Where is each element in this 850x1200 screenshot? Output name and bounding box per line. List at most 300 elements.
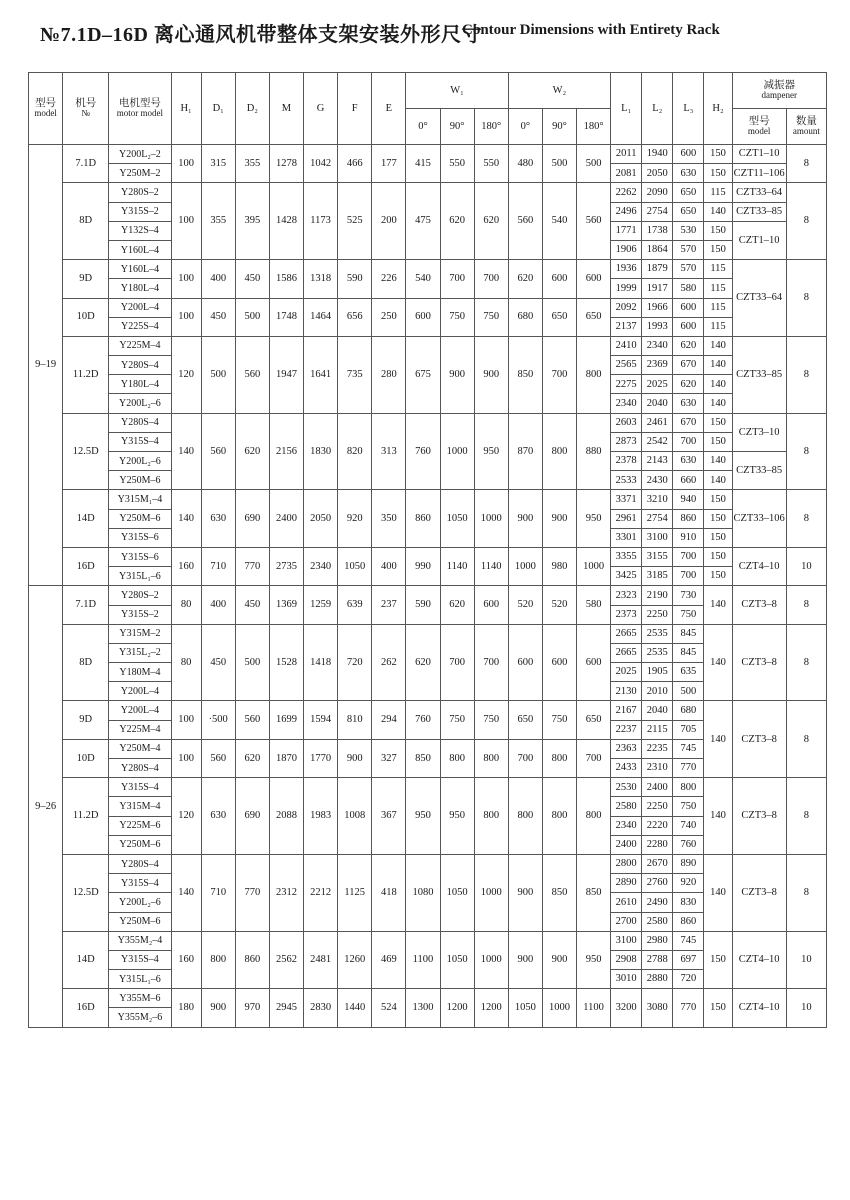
l2-cell: 2280 <box>642 835 673 854</box>
dampener-model-cell: CZT4–10 <box>732 547 786 585</box>
l3-cell: 630 <box>673 394 704 413</box>
l2-cell: 1905 <box>642 663 673 682</box>
l1-cell: 2011 <box>611 145 642 164</box>
l2-cell: 1993 <box>642 317 673 336</box>
dampener-amount-cell: 10 <box>786 989 826 1027</box>
w2-cell: 900 <box>542 490 576 548</box>
l1-cell: 2610 <box>611 893 642 912</box>
dim-d1-cell: 500 <box>201 336 235 413</box>
h2-cell: 115 <box>704 260 732 279</box>
w1-cell: 620 <box>440 183 474 260</box>
w1-angle-90: 90° <box>440 109 474 145</box>
dampener-amount-cell: 8 <box>786 413 826 490</box>
dim-g-cell: 1594 <box>304 701 338 739</box>
motor-model-cell: Y355M–6 <box>109 989 171 1008</box>
header-row-1 <box>29 73 827 109</box>
h2-cell: 150 <box>704 989 732 1027</box>
l2-cell: 2760 <box>642 874 673 893</box>
w2-cell: 500 <box>577 145 611 183</box>
model-cell: 9–26 <box>29 586 63 1027</box>
motor-model-cell: Y315S–6 <box>109 528 171 547</box>
motor-model-cell: Y200L₂–6 <box>109 394 171 413</box>
l2-cell: 2880 <box>642 970 673 989</box>
fan-no-cell: 12.5D <box>63 413 109 490</box>
l1-cell: 2496 <box>611 202 642 221</box>
dim-e-cell: 327 <box>372 739 406 777</box>
table-row <box>29 624 827 643</box>
w2-cell: 1000 <box>508 547 542 585</box>
w2-cell: 520 <box>542 586 576 624</box>
w2-cell: 800 <box>542 778 576 855</box>
l3-cell: 670 <box>673 356 704 375</box>
col-g-header: G <box>304 73 338 145</box>
dim-d2-cell: 450 <box>235 586 269 624</box>
dim-d2-cell: 770 <box>235 854 269 931</box>
dim-f-cell: 920 <box>338 490 372 548</box>
w2-cell: 750 <box>542 701 576 739</box>
w2-cell: 800 <box>542 413 576 490</box>
l3-cell: 600 <box>673 317 704 336</box>
col-h2-header: H₂ <box>704 73 732 145</box>
dim-d1-cell: 450 <box>201 298 235 336</box>
dim-d1-cell: 560 <box>201 413 235 490</box>
w2-cell: 870 <box>508 413 542 490</box>
h2-cell: 140 <box>704 586 732 624</box>
w1-cell: 950 <box>474 413 508 490</box>
dampener-model-cell: CZT33–64 <box>732 183 786 202</box>
l3-cell: 680 <box>673 701 704 720</box>
dim-h1-cell: 100 <box>171 739 201 777</box>
fan-no-cell: 10D <box>63 298 109 336</box>
dim-f-cell: 735 <box>338 336 372 413</box>
l1-cell: 2275 <box>611 375 642 394</box>
table-row <box>29 145 827 164</box>
l1-cell: 2961 <box>611 509 642 528</box>
dim-g-cell: 2830 <box>304 989 338 1027</box>
h2-cell: 140 <box>704 202 732 221</box>
dim-f-cell: 810 <box>338 701 372 739</box>
l1-cell: 1771 <box>611 221 642 240</box>
w2-cell: 800 <box>577 336 611 413</box>
dim-d1-cell: 400 <box>201 260 235 298</box>
dim-m-cell: 1528 <box>269 624 303 701</box>
col-w1-header: W₁ <box>406 73 508 109</box>
motor-model-cell: Y180M–4 <box>109 663 171 682</box>
motor-model-cell: Y250M–6 <box>109 835 171 854</box>
dampener-model-cell: CZT4–10 <box>732 931 786 989</box>
dim-m-cell: 2735 <box>269 547 303 585</box>
l3-cell: 500 <box>673 682 704 701</box>
l3-cell: 650 <box>673 202 704 221</box>
motor-model-cell: Y315M–4 <box>109 797 171 816</box>
w2-cell: 500 <box>542 145 576 183</box>
w1-cell: 1080 <box>406 854 440 931</box>
w1-cell: 540 <box>406 260 440 298</box>
col-no-header: 机号 № <box>63 73 109 145</box>
dim-e-cell: 200 <box>372 183 406 260</box>
l1-cell: 2092 <box>611 298 642 317</box>
l3-cell: 890 <box>673 854 704 873</box>
h2-cell: 140 <box>704 854 732 931</box>
w1-cell: 600 <box>474 586 508 624</box>
w1-cell: 550 <box>440 145 474 183</box>
motor-model-cell: Y280S–2 <box>109 183 171 202</box>
l3-cell: 600 <box>673 145 704 164</box>
motor-model-cell: Y132S–4 <box>109 221 171 240</box>
motor-model-cell: Y280S–2 <box>109 586 171 605</box>
h2-cell: 140 <box>704 701 732 778</box>
l1-cell: 3010 <box>611 970 642 989</box>
motor-model-cell: Y200L₂–6 <box>109 452 171 471</box>
l1-cell: 1999 <box>611 279 642 298</box>
l3-cell: 830 <box>673 893 704 912</box>
h2-cell: 115 <box>704 183 732 202</box>
l3-cell: 620 <box>673 375 704 394</box>
dampener-model-cell: CZT33–85 <box>732 202 786 221</box>
motor-model-cell: Y160L–4 <box>109 240 171 259</box>
w2-cell: 1050 <box>508 989 542 1027</box>
dim-e-cell: 367 <box>372 778 406 855</box>
dim-d2-cell: 560 <box>235 336 269 413</box>
dim-d2-cell: 500 <box>235 624 269 701</box>
l1-cell: 2665 <box>611 643 642 662</box>
l1-cell: 3100 <box>611 931 642 950</box>
w1-cell: 800 <box>474 739 508 777</box>
motor-model-cell: Y200L₂–6 <box>109 893 171 912</box>
dim-h1-cell: 140 <box>171 854 201 931</box>
dampener-model-cell: CZT3–8 <box>732 854 786 931</box>
dim-d2-cell: 690 <box>235 778 269 855</box>
w2-cell: 680 <box>508 298 542 336</box>
w1-cell: 1200 <box>474 989 508 1027</box>
motor-model-cell: Y200L–4 <box>109 298 171 317</box>
dim-d2-cell: 500 <box>235 298 269 336</box>
l3-cell: 620 <box>673 336 704 355</box>
dim-m-cell: 2088 <box>269 778 303 855</box>
w2-cell: 600 <box>508 624 542 701</box>
l2-cell: 3080 <box>642 989 673 1027</box>
l1-cell: 2363 <box>611 739 642 758</box>
w2-cell: 800 <box>542 739 576 777</box>
l3-cell: 670 <box>673 413 704 432</box>
dim-f-cell: 590 <box>338 260 372 298</box>
l2-cell: 2220 <box>642 816 673 835</box>
l1-cell: 2603 <box>611 413 642 432</box>
dampener-amount-cell: 8 <box>786 854 826 931</box>
col-m-header: M <box>269 73 303 145</box>
dim-d1-cell: 450 <box>201 624 235 701</box>
l1-cell: 2410 <box>611 336 642 355</box>
w1-cell: 620 <box>440 586 474 624</box>
w2-cell: 700 <box>508 739 542 777</box>
motor-model-cell: Y160L–4 <box>109 260 171 279</box>
w1-cell: 800 <box>474 778 508 855</box>
l2-cell: 2542 <box>642 432 673 451</box>
dim-h1-cell: 140 <box>171 413 201 490</box>
l2-cell: 2340 <box>642 336 673 355</box>
h2-cell: 150 <box>704 528 732 547</box>
w1-cell: 1200 <box>440 989 474 1027</box>
motor-model-cell: Y225M–4 <box>109 336 171 355</box>
motor-model-cell: Y315L₂–2 <box>109 643 171 662</box>
motor-model-cell: Y250M–6 <box>109 471 171 490</box>
dim-f-cell: 656 <box>338 298 372 336</box>
table-row <box>29 547 827 566</box>
dampener-amount-cell: 8 <box>786 778 826 855</box>
motor-model-cell: Y180L–4 <box>109 279 171 298</box>
dim-d2-cell: 620 <box>235 413 269 490</box>
dampener-model-cell: CZT4–10 <box>732 989 786 1027</box>
dampener-amount-cell: 8 <box>786 624 826 701</box>
dim-g-cell: 1770 <box>304 739 338 777</box>
dim-m-cell: 2312 <box>269 854 303 931</box>
table-row <box>29 336 827 355</box>
dampener-model-cell: CZT33–106 <box>732 490 786 548</box>
dim-g-cell: 1641 <box>304 336 338 413</box>
w2-cell: 560 <box>577 183 611 260</box>
l2-cell: 3100 <box>642 528 673 547</box>
motor-model-cell: Y200L–4 <box>109 701 171 720</box>
w1-cell: 750 <box>474 298 508 336</box>
w1-cell: 700 <box>440 624 474 701</box>
l3-cell: 697 <box>673 950 704 969</box>
l1-cell: 2025 <box>611 663 642 682</box>
dampener-amount-cell: 8 <box>786 336 826 413</box>
dim-m-cell: 1699 <box>269 701 303 739</box>
col-d1-header: D₁ <box>201 73 235 145</box>
h2-cell: 150 <box>704 490 732 509</box>
dim-e-cell: 400 <box>372 547 406 585</box>
motor-model-cell: Y315S–4 <box>109 874 171 893</box>
w1-cell: 415 <box>406 145 440 183</box>
dim-m-cell: 1369 <box>269 586 303 624</box>
l3-cell: 630 <box>673 452 704 471</box>
fan-no-cell: 12.5D <box>63 854 109 931</box>
w1-cell: 1300 <box>406 989 440 1027</box>
l1-cell: 2433 <box>611 759 642 778</box>
motor-model-cell: Y315S–4 <box>109 778 171 797</box>
fan-no-cell: 9D <box>63 260 109 298</box>
h2-cell: 150 <box>704 432 732 451</box>
h2-cell: 115 <box>704 298 732 317</box>
dampener-model-cell: CZT33–85 <box>732 336 786 413</box>
l1-cell: 3355 <box>611 547 642 566</box>
l2-cell: 2025 <box>642 375 673 394</box>
motor-model-cell: Y315L₁–6 <box>109 567 171 586</box>
w1-cell: 600 <box>406 298 440 336</box>
dampener-model-cell: CZT1–10 <box>732 221 786 259</box>
dampener-model-cell: CZT33–85 <box>732 452 786 490</box>
h2-cell: 150 <box>704 240 732 259</box>
w2-cell: 880 <box>577 413 611 490</box>
l2-cell: 1864 <box>642 240 673 259</box>
l1-cell: 3425 <box>611 567 642 586</box>
dampener-amount-cell: 10 <box>786 547 826 585</box>
col-motor-header: 电机型号 motor model <box>109 73 171 145</box>
dim-h1-cell: 120 <box>171 336 201 413</box>
dim-f-cell: 1440 <box>338 989 372 1027</box>
l3-cell: 720 <box>673 970 704 989</box>
dampener-amount-cell: 8 <box>786 260 826 337</box>
col-e-header: E <box>372 73 406 145</box>
dim-g-cell: 2212 <box>304 854 338 931</box>
dim-e-cell: 294 <box>372 701 406 739</box>
w2-cell: 580 <box>577 586 611 624</box>
motor-model-cell: Y225M–6 <box>109 816 171 835</box>
l3-cell: 860 <box>673 912 704 931</box>
l3-cell: 650 <box>673 183 704 202</box>
table-row <box>29 413 827 432</box>
w1-cell: 1000 <box>474 931 508 989</box>
w1-cell: 700 <box>474 624 508 701</box>
table-row <box>29 183 827 202</box>
col-l1-header: L₁ <box>611 73 642 145</box>
w2-cell: 1000 <box>542 989 576 1027</box>
table-row <box>29 778 827 797</box>
motor-model-cell: Y315S–2 <box>109 202 171 221</box>
w2-cell: 800 <box>508 778 542 855</box>
col-f-header: F <box>338 73 372 145</box>
l3-cell: 800 <box>673 778 704 797</box>
dim-f-cell: 1050 <box>338 547 372 585</box>
l1-cell: 2130 <box>611 682 642 701</box>
l2-cell: 2115 <box>642 720 673 739</box>
w2-cell: 700 <box>577 739 611 777</box>
l1-cell: 2908 <box>611 950 642 969</box>
dim-h1-cell: 100 <box>171 183 201 260</box>
l2-cell: 1917 <box>642 279 673 298</box>
motor-model-cell: Y315M₁–4 <box>109 490 171 509</box>
l3-cell: 635 <box>673 663 704 682</box>
dim-f-cell: 900 <box>338 739 372 777</box>
l1-cell: 1936 <box>611 260 642 279</box>
l3-cell: 730 <box>673 586 704 605</box>
dim-g-cell: 1318 <box>304 260 338 298</box>
l2-cell: 2235 <box>642 739 673 758</box>
fan-no-cell: 10D <box>63 739 109 777</box>
dim-d1-cell: 400 <box>201 586 235 624</box>
dim-e-cell: 524 <box>372 989 406 1027</box>
l3-cell: 570 <box>673 260 704 279</box>
w2-cell: 950 <box>577 931 611 989</box>
dim-f-cell: 820 <box>338 413 372 490</box>
motor-model-cell: Y315S–2 <box>109 605 171 624</box>
dim-d2-cell: 620 <box>235 739 269 777</box>
w2-cell: 850 <box>508 336 542 413</box>
dim-g-cell: 1464 <box>304 298 338 336</box>
l1-cell: 2580 <box>611 797 642 816</box>
h2-cell: 150 <box>704 164 732 183</box>
w1-cell: 475 <box>406 183 440 260</box>
dampener-model-cell: CZT3–8 <box>732 586 786 624</box>
l3-cell: 700 <box>673 547 704 566</box>
dampener-model-cell: CZT1–10 <box>732 145 786 164</box>
motor-model-cell: Y315M–2 <box>109 624 171 643</box>
l2-cell: 2535 <box>642 643 673 662</box>
motor-model-cell: Y355M₂–4 <box>109 931 171 950</box>
dim-h1-cell: 100 <box>171 260 201 298</box>
h2-cell: 140 <box>704 394 732 413</box>
w2-cell: 620 <box>508 260 542 298</box>
l2-cell: 2050 <box>642 164 673 183</box>
w1-angle-180: 180° <box>474 109 508 145</box>
dim-d2-cell: 355 <box>235 145 269 183</box>
l3-cell: 745 <box>673 931 704 950</box>
w2-cell: 650 <box>577 298 611 336</box>
w1-cell: 550 <box>474 145 508 183</box>
h2-cell: 140 <box>704 375 732 394</box>
l3-cell: 740 <box>673 816 704 835</box>
motor-model-cell: Y315S–6 <box>109 547 171 566</box>
l3-cell: 660 <box>673 471 704 490</box>
dim-f-cell: 720 <box>338 624 372 701</box>
table-row <box>29 586 827 605</box>
h2-cell: 150 <box>704 413 732 432</box>
damp-model-header: 型号 model <box>732 109 786 145</box>
w1-cell: 1050 <box>440 854 474 931</box>
motor-model-cell: Y250M–6 <box>109 912 171 931</box>
dim-g-cell: 1418 <box>304 624 338 701</box>
l2-cell: 2010 <box>642 682 673 701</box>
l3-cell: 570 <box>673 240 704 259</box>
w2-cell: 700 <box>542 336 576 413</box>
col-l2-header: L₂ <box>642 73 673 145</box>
w1-cell: 620 <box>406 624 440 701</box>
dim-d1-cell: 315 <box>201 145 235 183</box>
w1-cell: 675 <box>406 336 440 413</box>
l1-cell: 2137 <box>611 317 642 336</box>
l2-cell: 2461 <box>642 413 673 432</box>
l2-cell: 2190 <box>642 586 673 605</box>
l1-cell: 2665 <box>611 624 642 643</box>
w2-cell: 900 <box>508 854 542 931</box>
motor-model-cell: Y250M–6 <box>109 509 171 528</box>
l2-cell: 2430 <box>642 471 673 490</box>
dim-m-cell: 1748 <box>269 298 303 336</box>
table-row <box>29 854 827 873</box>
w2-angle-0: 0° <box>508 109 542 145</box>
dampener-model-cell: CZT33–64 <box>732 260 786 337</box>
l3-cell: 760 <box>673 835 704 854</box>
dim-d2-cell: 690 <box>235 490 269 548</box>
fan-no-cell: 9D <box>63 701 109 739</box>
dim-h1-cell: 180 <box>171 989 201 1027</box>
fan-no-cell: 8D <box>63 183 109 260</box>
l1-cell: 2081 <box>611 164 642 183</box>
w2-cell: 800 <box>577 778 611 855</box>
dim-d1-cell: 710 <box>201 547 235 585</box>
dampener-amount-cell: 8 <box>786 145 826 183</box>
fan-no-cell: 16D <box>63 547 109 585</box>
motor-model-cell: Y355M₂–6 <box>109 1008 171 1027</box>
l1-cell: 2700 <box>611 912 642 931</box>
l2-cell: 2250 <box>642 797 673 816</box>
w1-cell: 950 <box>406 778 440 855</box>
dim-m-cell: 2945 <box>269 989 303 1027</box>
l2-cell: 2490 <box>642 893 673 912</box>
dim-h1-cell: 160 <box>171 547 201 585</box>
l2-cell: 2400 <box>642 778 673 797</box>
fan-no-cell: 14D <box>63 931 109 989</box>
l1-cell: 3301 <box>611 528 642 547</box>
w2-cell: 520 <box>508 586 542 624</box>
dim-d1-cell: 560 <box>201 739 235 777</box>
l1-cell: 2340 <box>611 394 642 413</box>
w2-angle-90: 90° <box>542 109 576 145</box>
dampener-model-cell: CZT11–106 <box>732 164 786 183</box>
l2-cell: 3185 <box>642 567 673 586</box>
w1-cell: 760 <box>406 701 440 739</box>
